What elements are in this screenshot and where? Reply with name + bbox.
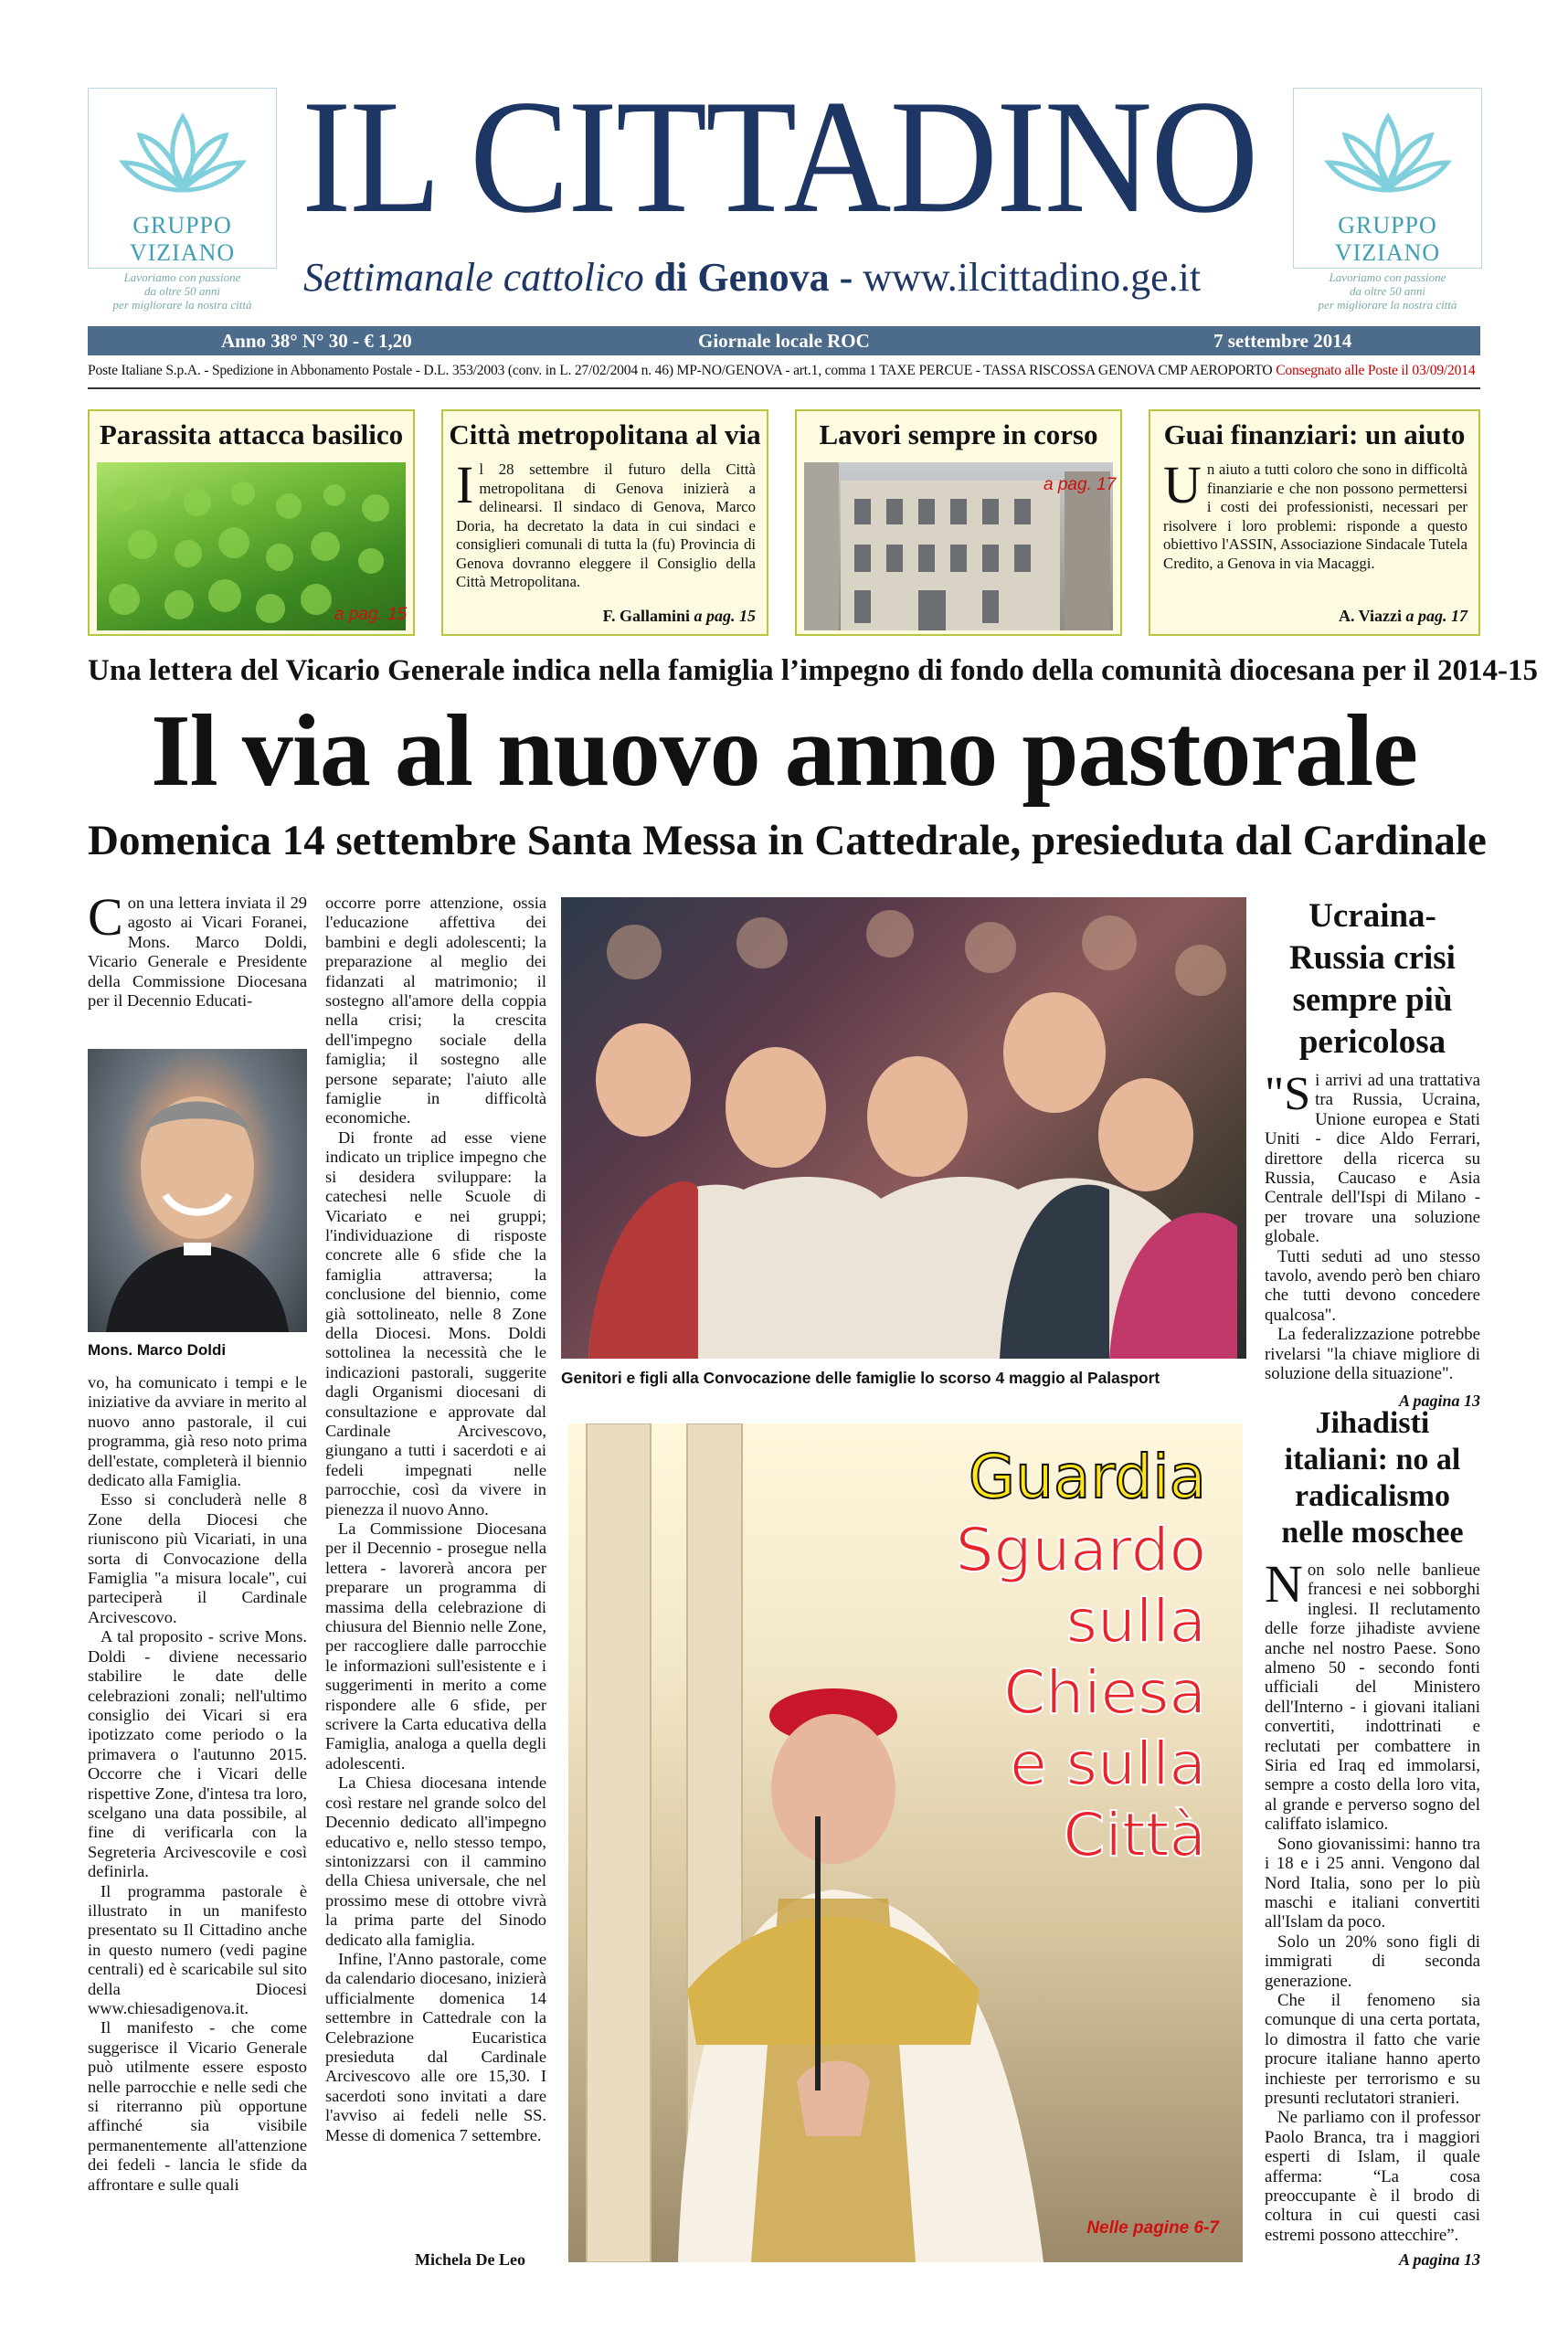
postal-notice: Poste Italiane S.p.A. - Spedizione in Abbonamento Postale - D.L. 353/2003 (conv. in L. 27/02/2004 n. 46) MP-NO/GENOVA - art.1, comma 1 TAXE PERCUE - TASSA RISCOSSA GENOVA CMP AEROPORTO Consegnato alle Poste il 03/09/2014	[88, 363, 1476, 378]
logo-left[interactable]	[88, 88, 277, 312]
teaser-basilico[interactable]	[88, 409, 415, 636]
teaser-lavori[interactable]	[795, 409, 1122, 636]
logo-tagline: Lavoriamo con passione da oltre 50 anni per migliorare la nostra città	[1318, 270, 1457, 312]
lotus-logo-icon	[1319, 103, 1457, 204]
portrait-caption: Mons. Marco Doldi	[88, 1341, 227, 1359]
portrait-photo	[88, 1049, 307, 1332]
teaser-signature: F. Gallamini a pag. 15	[602, 607, 756, 625]
guardia-poster[interactable]	[568, 1424, 1243, 2262]
article-col-1-intro: Con una lettera inviata il 29 agosto ai Vicari Foranei, Mons. Marco Doldi, Vicario Generale e Presidente della Commissione Diocesana per il Decennio Educati-	[88, 887, 307, 1011]
families-photo-caption: Genitori e figli alla Convocazione delle famiglie lo scorso 4 maggio al Palasport	[561, 1369, 1160, 1387]
main-subhead: Domenica 14 settembre Santa Messa in Cattedrale, presieduta dal Cardinale	[88, 817, 1487, 864]
teaser-guai-finanziari[interactable]	[1149, 409, 1480, 636]
issue-number: Anno 38° N° 30 - € 1,20	[221, 330, 412, 352]
registration: Giornale locale ROC	[698, 330, 870, 352]
masthead-subtitle: Settimanale cattolico di Genova - www.ilcittadino.ge.it	[303, 255, 1202, 300]
guardia-subtitle: Sguardo sulla Chiesa e sulla Città	[955, 1515, 1206, 1870]
teaser-title: Lavori sempre in corso	[819, 418, 1098, 450]
teaser-citta-metropolitana[interactable]	[441, 409, 768, 636]
teaser-body: Il 28 settembre il futuro della Città metropolitana di Genova inizierà a delinearsi. Il sindaco di Genova, Marco Doria, ha decretato la data in cui sindaci e consiglieri comunali di tutta la (fu) Provincia di Genova dovranno eleggere il Consiglio della Città Metropolitana.	[456, 455, 756, 590]
logo-name: GRUPPO VIZIANO	[1334, 212, 1441, 266]
page-ref[interactable]: a pag. 15	[334, 605, 408, 624]
website-link[interactable]: www.ilcittadino.ge.it	[863, 255, 1202, 300]
header-rule	[88, 387, 1480, 389]
issue-info-bar	[88, 326, 1480, 355]
page-ref[interactable]: a pag. 17	[1044, 475, 1117, 494]
article-byline: Michela De Leo	[415, 2250, 525, 2269]
logo-name: GRUPPO VIZIANO	[129, 212, 236, 266]
families-photo	[561, 897, 1246, 1359]
sidebar-page-ref[interactable]: A pagina 13	[1398, 2250, 1480, 2270]
masthead: IL CITTADINO	[302, 66, 1257, 247]
article-col-1: vo, ha comunicato i tempi e le iniziative da avviare in merito al nuovo anno pastorale, il cui programma, già reso noto prima dell'estate, completerà il biennio dedicato alla Famiglia. Esso si concluderà nelle 8 Zone della Diocesi che riuniscono più Vicariati, in una sorta di Convocazione della Famiglia "a misura locale", cui parteciperà il Cardinale Arcivescovo. A tal proposito - scrive Mons. Doldi - diviene necessario stabilire le date delle celebrazioni zonali; nell'ultimo consiglio dei Vicari si era ipotizzato come periodo o la primavera o l'autunno 2015. Occorre che i Vicari delle rispettive Zone, d'intesa tra loro, scelgano una data possibile, al fine di verificarla con la Segreteria Arcivescovile e così definirla. Il programma pastorale è illustrato in un manifesto presentato su Il Cittadino anche in questo numero (vedi pagine centrali) ed è scaricabile sul sito della Diocesi www.chiesadigenova.it. Il manifesto - che come suggerisce il Vicario Generale può utilmente essere esposto nelle parrocchie e nelle sedi che si riterranno più opportune affinché sia visibile permanentemente all'attenzione dei fedeli - lancia le sfide da affrontare e sulle quali	[88, 1373, 307, 2194]
teaser-signature: A. Viazzi a pag. 17	[1339, 607, 1467, 625]
logo-right[interactable]	[1293, 88, 1482, 312]
sidebar-body: Non solo nelle banlieue francesi e nei sobborghi inglesi. Il reclutamento delle forze jihadiste avviene anche nel nostro Paese. Sono almeno 50 - secondo fonti ufficiali del Ministero dell'Interno - i giovani italiani convertiti, indottrinati e reclutati per combattere in Siria ed Iraq ed immolarsi, sempre a costo della loro vita, al grande e perverso sogno del califfato islamico. Sono giovanissimi: hanno tra i 18 e i 25 anni. Vengono dal Nord Italia, sono per lo più maschi e italiani convertiti all'Islam da poco. Solo un 20% sono figli di immigrati di seconda generazione. Che il fenomeno sia comunque di una certa portata, lo dimostra il fatto che varie procure italiane hanno aperto inchieste per terrorismo e su presunti reclutatori stranieri. Ne parliamo con il professor Paolo Branca, tra i maggiori esperti di Islam, il quale afferma: “La cosa preoccupante è il brodo di coltura in cui questi casi estremi possono attecchire”.	[1265, 1554, 1480, 2245]
teaser-title: Città metropolitana al via	[449, 418, 761, 450]
sidebar-title: Jihadisti italiani: no al radicalismo nelle moschee	[1281, 1406, 1464, 1550]
teaser-title: Parassita attacca basilico	[99, 418, 404, 450]
sidebar-ucraina[interactable]	[1265, 895, 1480, 1411]
sidebar-jihadisti[interactable]	[1265, 1405, 1480, 2270]
sidebar-body: "Si arrivi ad una trattativa tra Russia, Ucraina, Unione europea e Stati Uniti - dice Aldo Ferrari, direttore della ricerca su Russia, Caucaso e Asia Centrale dell'Ispi di Milano - per trovare una soluzione globale. Tutti seduti ad uno stesso tavolo, avendo però ben chiaro che tutti devono concedere qualcosa". La federalizzazione potrebbe rivelarsi "la chiave migliore di soluzione della situazione".	[1265, 1068, 1480, 1384]
teaser-body: Un aiuto a tutti coloro che sono in difficoltà finanziarie e che non possono permettersi i costi dei professionisti, necessari per risolvere i loro problemi: risponde a questo obiettivo l'ASSIN, Associazione Sindacale Tutela Credito, a Genova in via Macaggi.	[1163, 455, 1467, 572]
page-ref[interactable]: Nelle pagine 6-7	[1086, 2218, 1219, 2238]
sidebar-page-ref[interactable]: A pagina 13	[1398, 1391, 1480, 1410]
logo-tagline: Lavoriamo con passione da oltre 50 anni per migliorare la nostra città	[112, 270, 252, 312]
issue-date: 7 settembre 2014	[1213, 330, 1352, 352]
lotus-logo-icon	[114, 103, 251, 204]
main-kicker: Una lettera del Vicario Generale indica nella famiglia l’impegno di fondo della comunità diocesana per il 2014-15	[88, 654, 1538, 687]
sidebar-title: Ucraina-Russia crisi sempre più pericolosa	[1289, 897, 1456, 1061]
main-headline: Il via al nuovo anno pastorale	[151, 694, 1417, 808]
article-col-2: occorre porre attenzione, ossia l'educazione affettiva dei bambini e degli adolescenti; la preparazione al meglio dei fidanzati al matrimonio; il sostegno all'amore della coppia nella crisi; la crescita dell'impegno sociale della famiglia; il sostegno alle persone separate; l'aiuto alle famiglie in difficoltà economiche. Di fronte ad esse viene indicato un triplice impegno che si desidera sviluppare: la catechesi nelle Scuole di Vicariato e nei gruppi; l'individuazione di risposte concrete alle 6 sfide che la famiglia attraversa; la conclusione del biennio, come già sottolineato, nelle 8 Zone della Diocesi. Mons. Doldi sottolinea la necessità che le indicazioni pastorali, suggerite dagli Organismi diocesani di consultazione e approvate dal Cardinale Arcivescovo, giungano a tutti i sacerdoti e ai fedeli impegnati nelle parrocchie, così da vivere in pienezza il nuovo Anno. La Commissione Diocesana per il Decennio - prosegue nella lettera - lavorerà ancora per preparare un programma di massima della celebrazione di chiusura del Biennio nelle Zone, per raccogliere dalle parrocchie le informazioni sull'esistente e i suggerimenti in merito a come rispondere alle 6 sfide, per scrivere la Carta educativa della Famiglia, analoga a quella degli adolescenti. La Chiesa diocesana intende così restare nel grande solco del Decennio dedicato all'impegno educativo e, nello stesso tempo, sintonizzarsi con il cammino della Chiesa universale, che nel prossimo mese di ottobre vivrà la prima parte del Sinodo dedicato alla famiglia. Infine, l'Anno pastorale, come da calendario diocesano, inizierà ufficialmente domenica 14 settembre in Cattedrale con la Celebrazione Eucaristica presieduta dal Cardinale Arcivescovo alle ore 15,30. I sacerdoti sono invitati a dare l'avviso ai fedeli nelle SS. Messe di domenica 7 settembre.	[325, 894, 546, 2144]
guardia-title: Guardia	[968, 1442, 1206, 1512]
teaser-title: Guai finanziari: un aiuto	[1163, 418, 1466, 450]
